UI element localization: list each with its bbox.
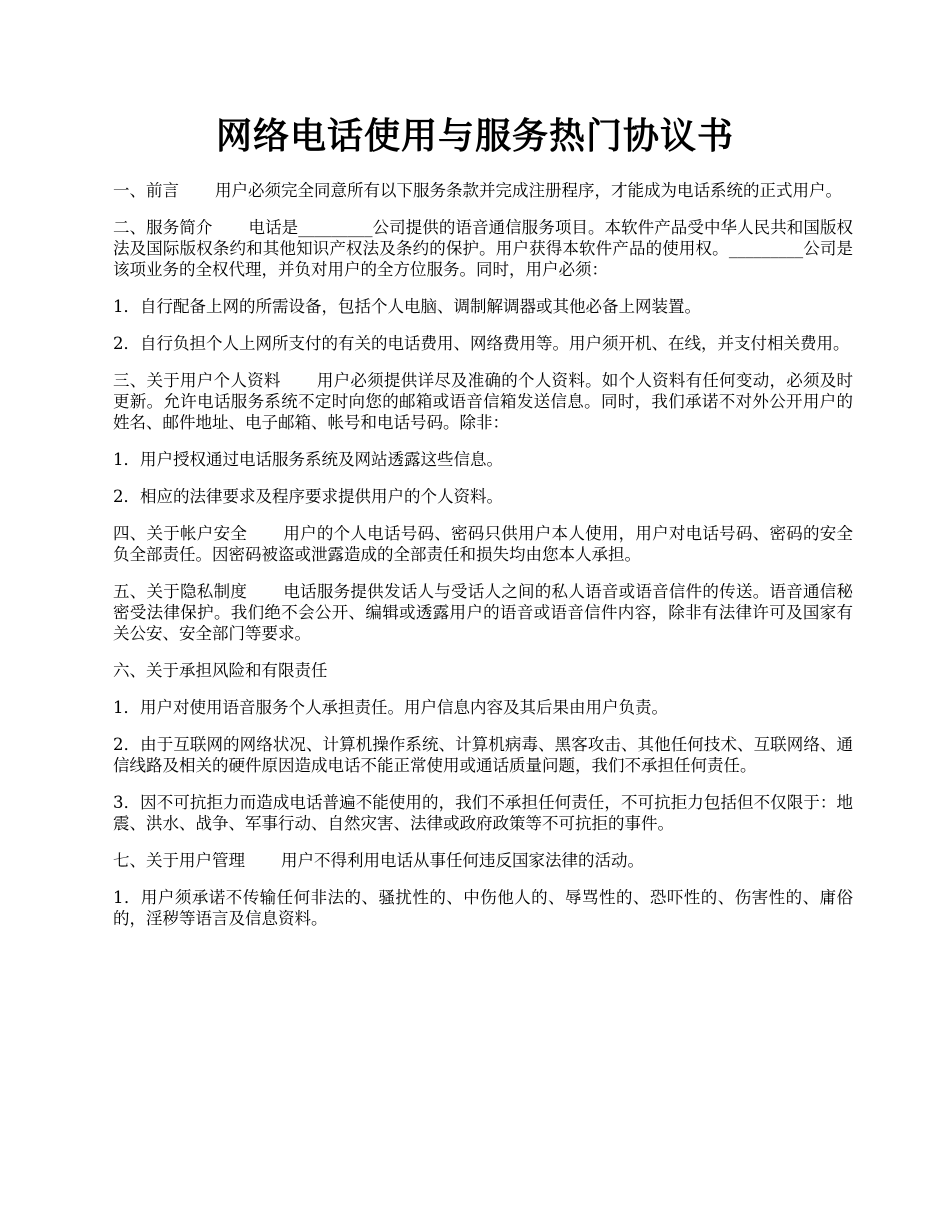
list-item: 3．因不可抗拒力而造成电话普遍不能使用的，我们不承担任何责任，不可抗拒力包括但不仅限于：地震、洪水、战争、军事行动、自然灾害、法律或政府政策等不可抗拒的事件。 [113,793,853,833]
list-item: 1．用户对使用语音服务个人承担责任。用户信息内容及其后果由用户负责。 [113,698,668,717]
paragraph-privacy [113,581,853,644]
list-item: 2．由于互联网的网络状况、计算机操作系统、计算机病毒、黑客攻击、其他任何技术、互联网络、通信线路及相关的硬件原因造成电话不能正常使用或通话质量问题，我们不承担任何责任。 [113,735,853,775]
paragraph-preface [113,180,853,201]
section-heading: 三、关于用户个人资料 [113,371,281,390]
paragraph-text: 用户不得利用电话从事任何违反国家法律的活动。 [281,851,644,870]
document-title: 网络电话使用与服务热门协议书 [215,115,734,157]
section-heading: 七、关于用户管理 [113,851,245,870]
list-item: 1．用户授权通过电话服务系统及网站透露这些信息。 [113,450,503,469]
paragraph-text: 用户必须完全同意所有以下服务条款并完成注册程序，才能成为电话系统的正式用户。 [215,181,842,200]
list-item: 1．自行配备上网的所需设备，包括个人电脑、调制解调器或其他必备上网装置。 [113,297,701,316]
section-heading: 一、前言 [113,181,179,200]
list-item: 2．自行负担个人上网所支付的有关的电话费用、网络费用等。用户须开机、在线，并支付相关费用。 [113,334,850,353]
section-heading: 五、关于隐私制度 [113,582,248,601]
section-heading-risk: 六、关于承担风险和有限责任 [113,661,328,680]
paragraph-personal-info [113,370,853,433]
section-heading: 二、服务简介 [113,218,213,237]
paragraph-service-intro [113,217,853,280]
list-item: 1．用户须承诺不传输任何非法的、骚扰性的、中伤他人的、辱骂性的、恐吓性的、伤害性的、庸俗的，淫秽等语言及信息资料。 [113,888,853,928]
paragraph-text: 用户必须提供详尽及准确的个人资料。如个人资料有任何变动，必须及时更新。允许电话服务系统不定时向您的邮箱或语音信箱发送信息。同时，我们承诺不对外公开用户的姓名、邮件地址、电子邮箱、帐号和电话号码。除非： [113,371,854,432]
paragraph-user-management [113,850,853,871]
list-item: 2．相应的法律要求及程序要求提供用户的个人资料。 [113,487,503,506]
paragraph-text: 用户的个人电话号码、密码只供用户本人使用，用户对电话号码、密码的安全负全部责任。因密码被盗或泄露造成的全部责任和损失均由您本人承担。 [113,524,854,564]
paragraph-text: 电话是_________公司提供的语音通信服务项目。本软件产品受中华人民共和国版权法及国际版权条约和其他知识产权法及条约的保护。用户获得本软件产品的使用权。_________公司是该项业务的全权代理，并负对用户的全方位服务。同时，用户必须： [113,218,854,279]
document-body [113,180,853,945]
paragraph-text: 电话服务提供发话人与受话人之间的私人语音或语音信件的传送。语音通信秘密受法律保护。我们绝不会公开、编辑或透露用户的语音或语音信件内容，除非有法律许可及国家有关公安、安全部门等要求。 [113,582,854,643]
section-heading: 四、关于帐户安全 [113,524,248,543]
paragraph-account-security [113,523,853,565]
